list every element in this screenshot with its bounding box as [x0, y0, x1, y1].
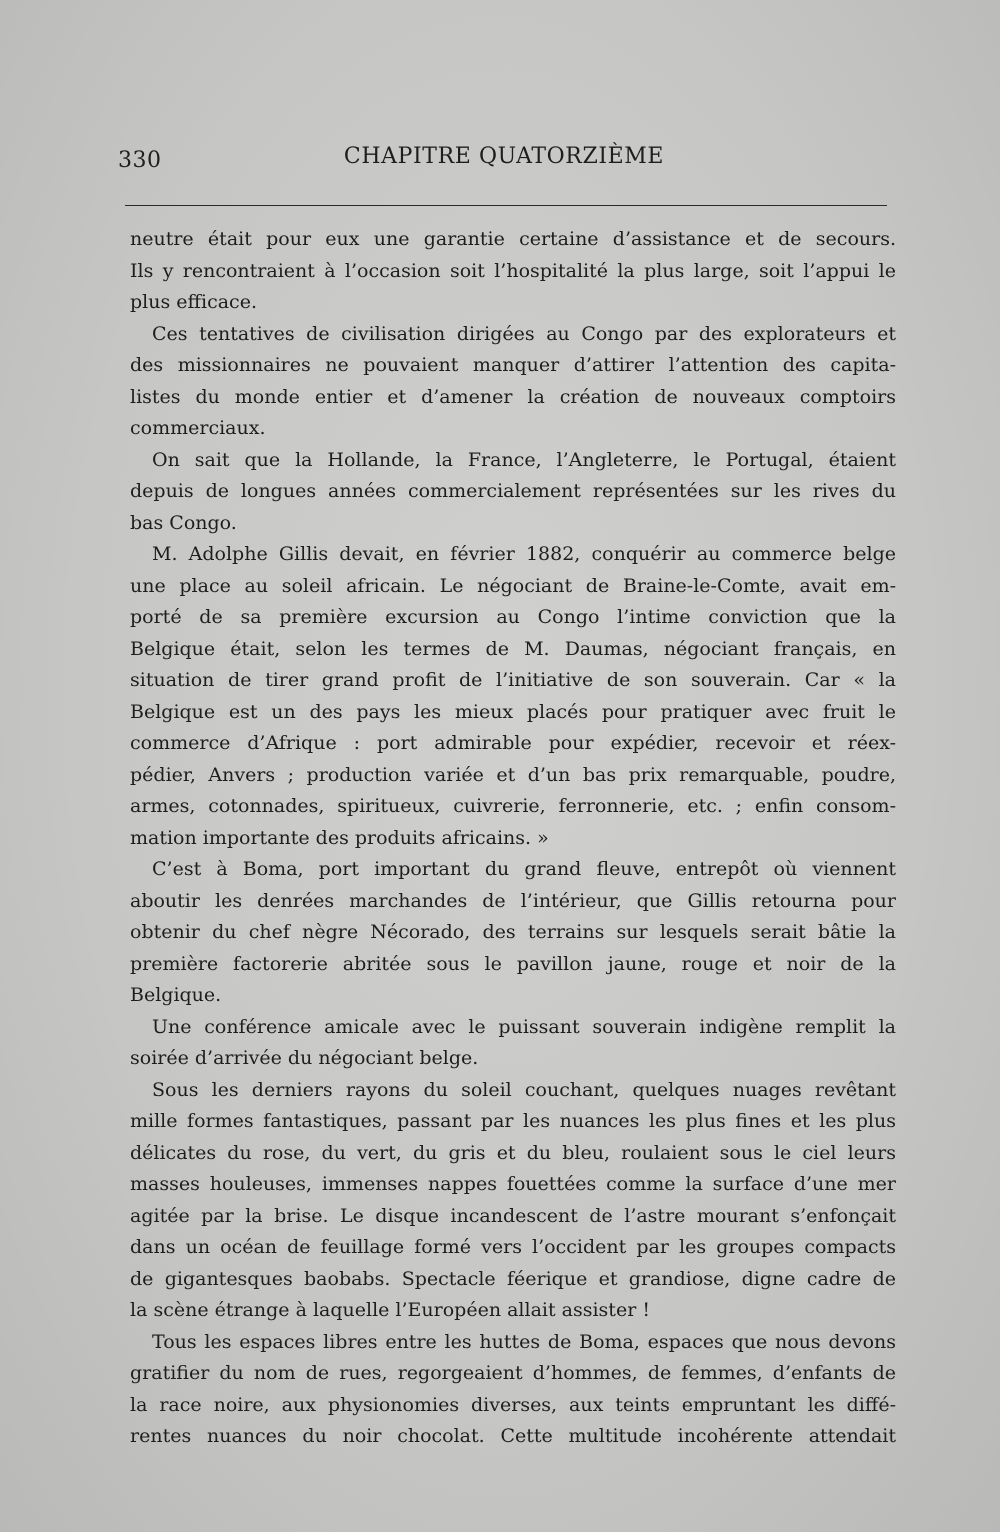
text-line: On sait que la Hollande, la France, l’Angleterre, le Portugal, étaient — [152, 448, 896, 471]
text-line: bas Congo. — [130, 511, 237, 534]
text-line: porté de sa première excursion au Congo l’intime conviction que la — [130, 606, 896, 628]
text-line: commerce d’Afrique : port admirable pour expédier, recevoir et réex- — [130, 732, 896, 754]
text-line: soirée d’arrivée du négociant belge. — [130, 1047, 479, 1069]
text-line: Ces tentatives de civilisation dirigées au Congo par des explorateurs et — [152, 322, 896, 345]
text-line: commerciaux. — [130, 417, 266, 439]
text-line: masses houleuses, immenses nappes fouettées comme la surface d’une mer — [130, 1173, 896, 1195]
text-line: Belgique était, selon les termes de M. Daumas, négociant français, en — [130, 637, 896, 660]
text-line: mation importante des produits africains. » — [130, 826, 549, 849]
text-line: dans un océan de feuillage formé vers l’occident par les groupes compacts — [130, 1236, 896, 1258]
text-line: Belgique. — [130, 984, 222, 1006]
running-head: CHAPITRE QUATORZIÈME — [343, 144, 665, 169]
text-line: aboutir les denrées marchandes de l’intérieur, que Gillis retourna pour — [130, 889, 896, 912]
text-line: la race noire, aux physionomies diverses, aux teints empruntant les diffé- — [130, 1393, 896, 1416]
text-line: armes, cotonnades, spiritueux, cuivrerie, ferronnerie, etc. ; enfin consom- — [130, 795, 896, 817]
body-text — [130, 224, 896, 1453]
text-line: une place au soleil africain. Le négociant de Braine-le-Comte, avait em- — [130, 574, 896, 597]
text-line: première factorerie abritée sous le pavillon jaune, rouge et noir de la — [130, 952, 896, 975]
text-line: gratifier du nom de rues, regorgeaient d’hommes, de femmes, d’enfants de — [130, 1362, 896, 1384]
text-line: Belgique est un des pays les mieux placés pour pratiquer avec fruit le — [130, 700, 896, 723]
header-rule — [125, 205, 887, 206]
text-line: listes du monde entier et d’amener la création de nouveaux comptoirs — [130, 385, 896, 408]
text-line: mille formes fantastiques, passant par les nuances les plus fines et les plus — [130, 1110, 896, 1132]
text-line: agitée par la brise. Le disque incandescent de l’astre mourant s’enfonçait — [130, 1204, 896, 1227]
text-line: de gigantesques baobabs. Spectacle féerique et grandiose, digne cadre de — [130, 1267, 896, 1290]
text-line: pédier, Anvers ; production variée et d’un bas prix remarquable, poudre, — [130, 763, 896, 786]
text-line: situation de tirer grand profit de l’initiative de son souverain. Car « la — [130, 669, 896, 691]
text-line: plus efficace. — [130, 291, 257, 313]
text-line: Ils y rencontraient à l’occasion soit l’hospitalité la plus large, soit l’appui le — [130, 259, 896, 282]
text-line: depuis de longues années commercialement représentées sur les rives du — [130, 480, 896, 502]
text-line: Tous les espaces libres entre les huttes de Boma, espaces que nous devons — [152, 1330, 896, 1353]
text-line: obtenir du chef nègre Nécorado, des terrains sur lesquels serait bâtie la — [130, 921, 896, 943]
text-line: Une conférence amicale avec le puissant souverain indigène remplit la — [152, 1015, 896, 1038]
text-line: neutre était pour eux une garantie certaine d’assistance et de secours. — [130, 228, 896, 250]
text-line: Sous les derniers rayons du soleil couchant, quelques nuages revêtant — [152, 1078, 896, 1101]
text-line: rentes nuances du noir chocolat. Cette multitude incohérente attendait — [130, 1425, 896, 1447]
page-number: 330 — [118, 148, 162, 173]
text-line: la scène étrange à laquelle l’Européen allait assister ! — [130, 1299, 650, 1321]
text-line: délicates du rose, du vert, du gris et du bleu, roulaient sous le ciel leurs — [130, 1141, 896, 1164]
text-line: M. Adolphe Gillis devait, en février 1882, conquérir au commerce belge — [152, 543, 896, 565]
text-line: des missionnaires ne pouvaient manquer d’attirer l’attention des capita- — [130, 354, 896, 376]
text-line: C’est à Boma, port important du grand fleuve, entrepôt où viennent — [152, 858, 896, 880]
